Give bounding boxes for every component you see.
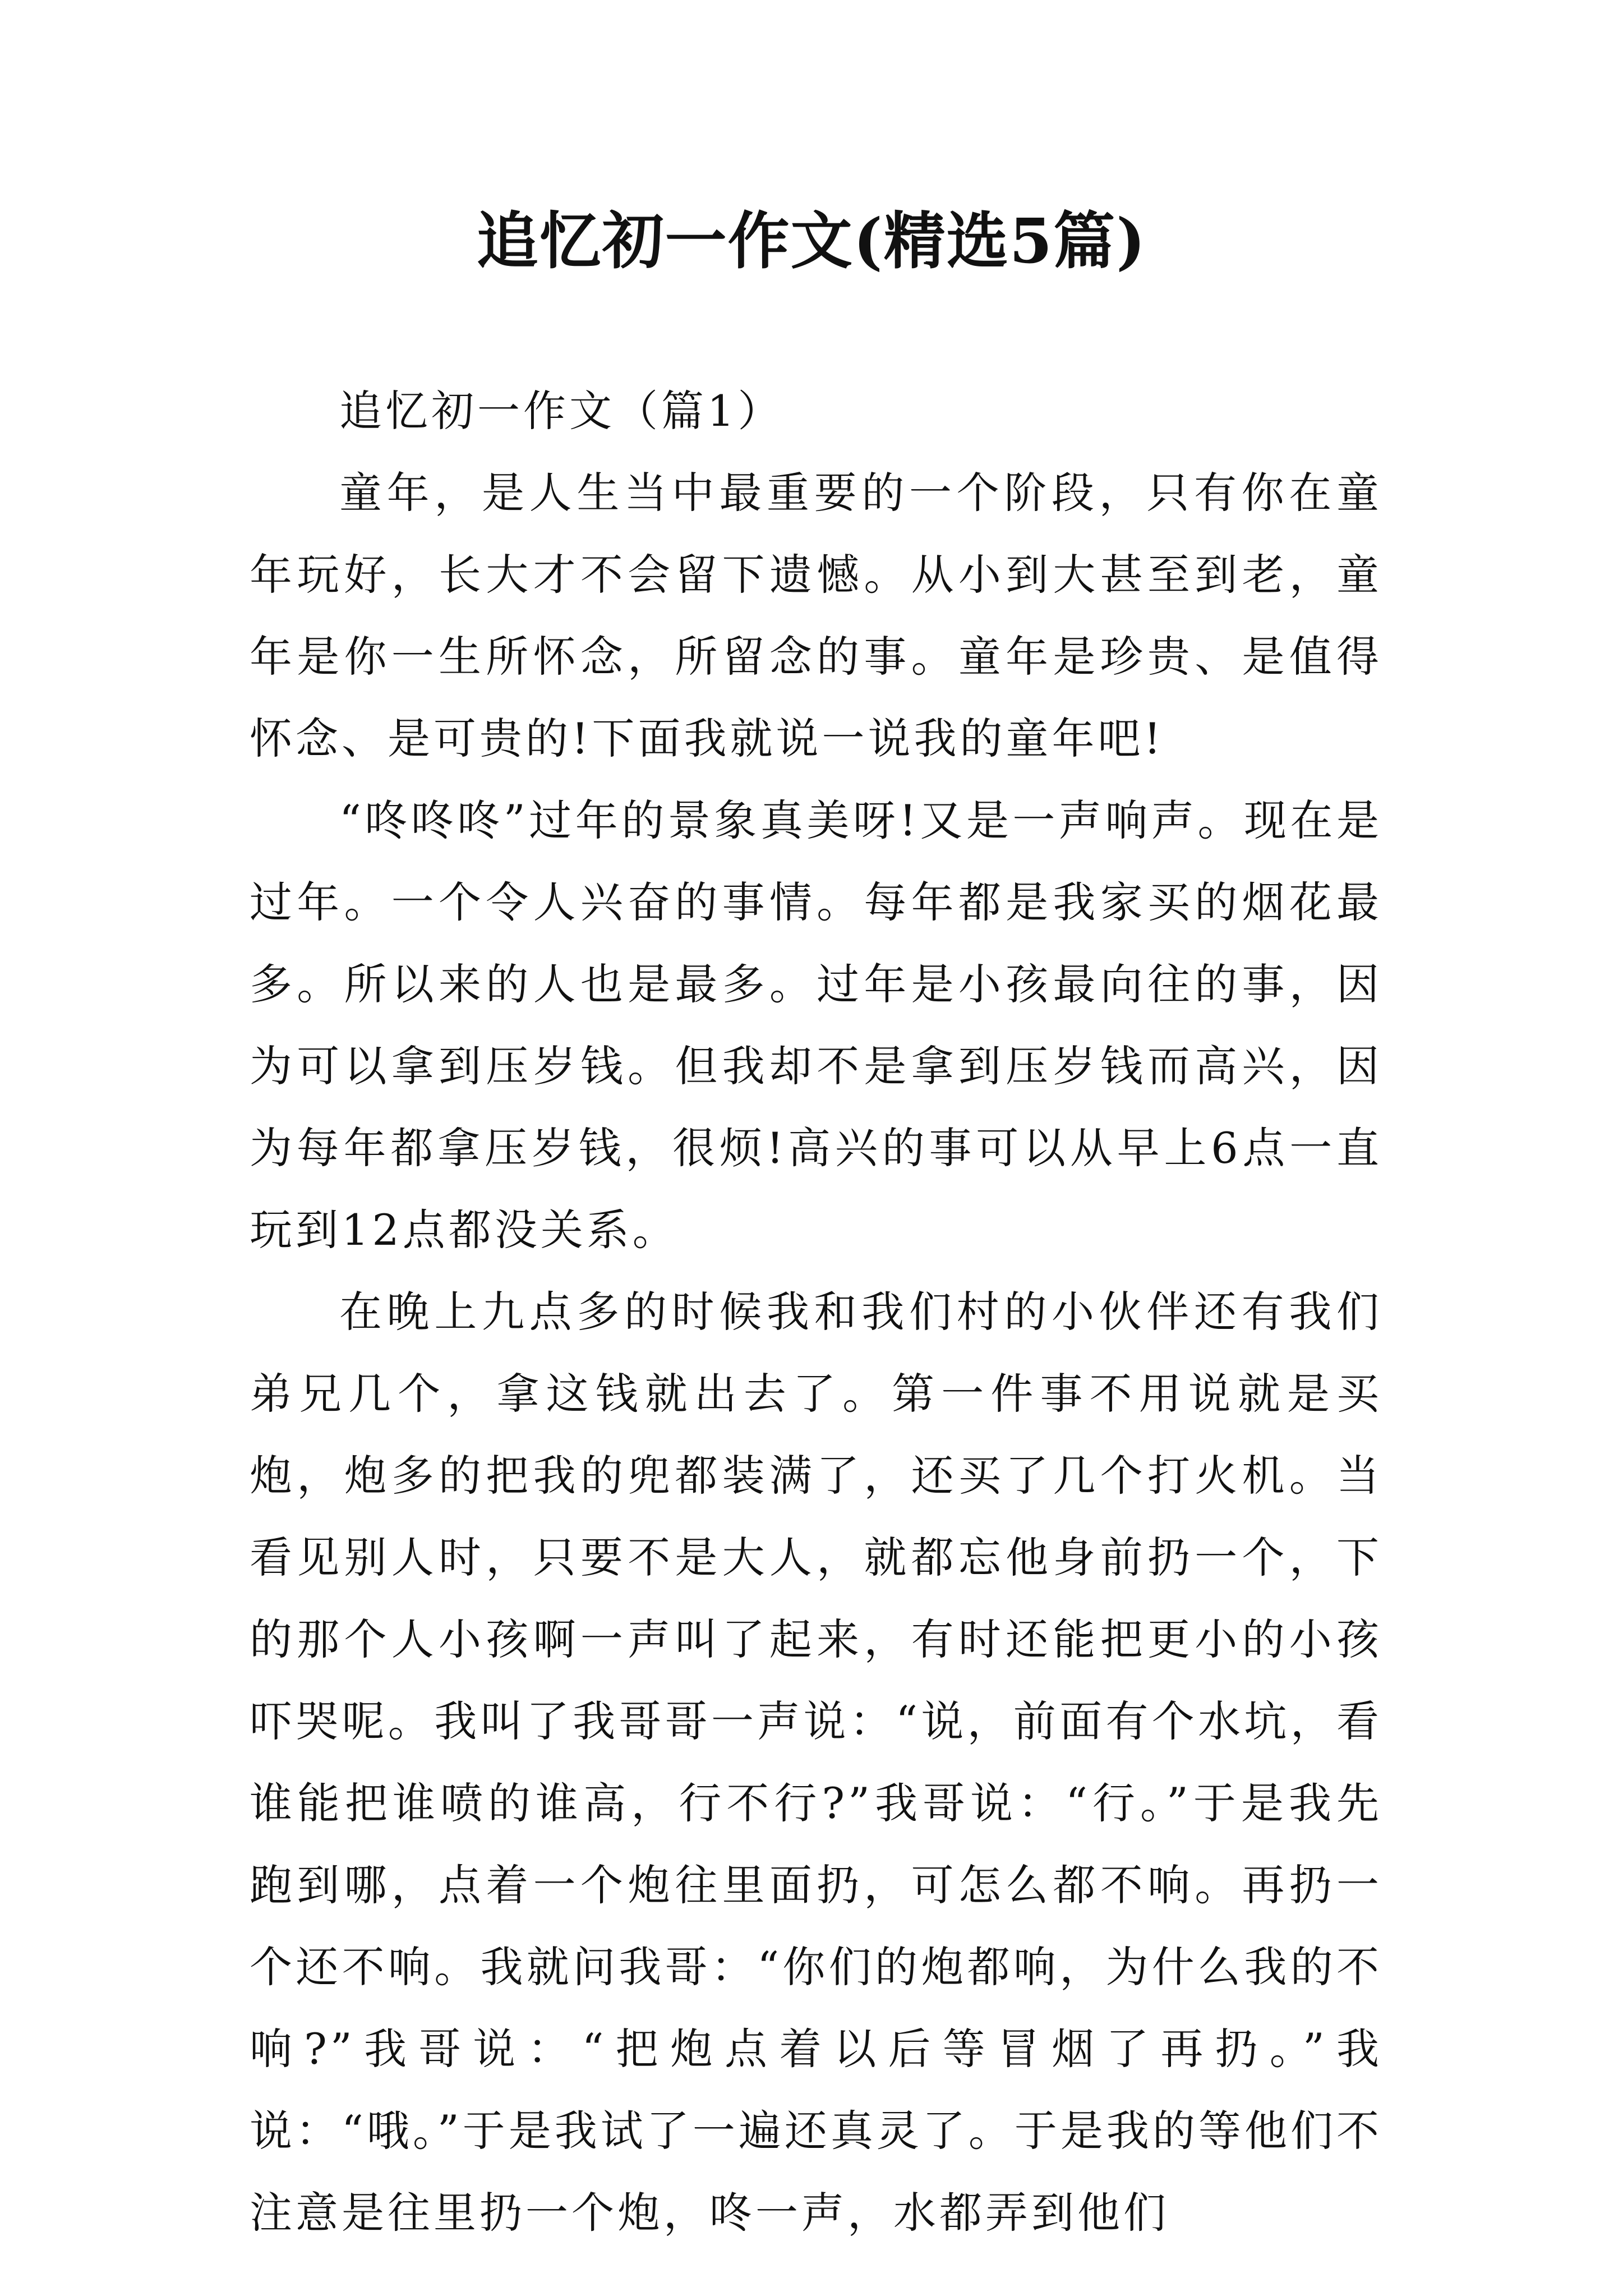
section-heading: 追忆初一作文（篇1） bbox=[339, 386, 784, 436]
document-body bbox=[250, 370, 1382, 2254]
paragraph-2: “咚咚咚”过年的景象真美呀!又是一声响声。现在是过年。一个令人兴奋的事情。每年都是我家买的烟花最多。所以来的人也是最多。过年是小孩最向往的事，因为可以拿到压岁钱。但我却不是拿到压岁钱而高兴，因为每年都拿压岁钱，很烦!高兴的事可以从早上6点一直玩到12点都没关系。 bbox=[250, 795, 1382, 1255]
paragraph-3: 在晚上九点多的时候我和我们村的小伙伴还有我们弟兄几个，拿这钱就出去了。第一件事不用说就是买炮，炮多的把我的兜都装满了，还买了几个打火机。当看见别人时，只要不是大人，就都忘他身前扔一个，下的那个人小孩啊一声叫了起来，有时还能把更小的小孩吓哭呢。我叫了我哥哥一声说：“说，前面有个水坑，看谁能把谁喷的谁高，行不行?”我哥说：“行。”于是我先跑到哪，点着一个炮往里面扔，可怎么都不响。再扔一个还不响。我就问我哥：“你们的炮都响，为什么我的不响?”我哥说：“把炮点着以后等冒烟了再扔。”我说：“哦。”于是我试了一遍还真灵了。于是我的等他们不注意是往里扔一个炮，咚一声，水都弄到他们 bbox=[250, 1287, 1382, 2238]
document-title: 追忆初一作文(精选5篇) bbox=[476, 205, 1147, 277]
paragraph-1: 童年，是人生当中最重要的一个阶段，只有你在童年玩好，长大才不会留下遗憾。从小到大甚至到老，童年是你一生所怀念，所留念的事。童年是珍贵、是值得怀念、是可贵的!下面我就说一说我的童年吧! bbox=[250, 468, 1382, 763]
